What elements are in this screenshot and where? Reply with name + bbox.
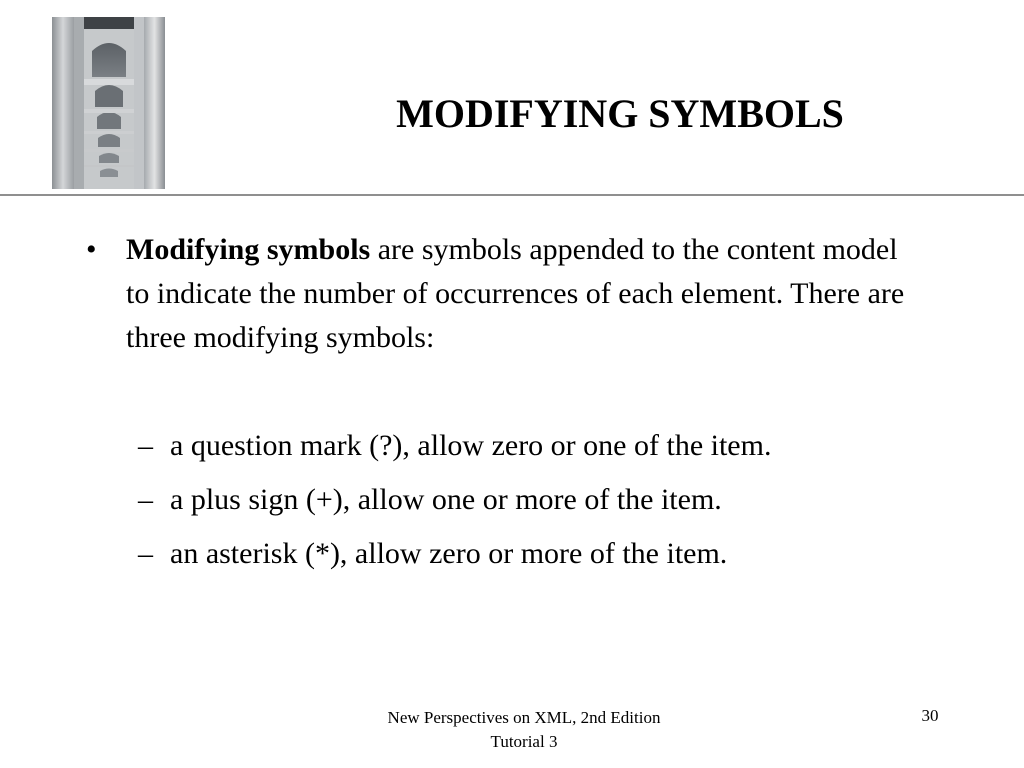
bullet-marker: •	[86, 233, 97, 266]
sub-item-dash: –	[138, 483, 153, 516]
bullet-text	[126, 228, 926, 360]
footer-tutorial: Tutorial 3	[490, 732, 558, 751]
slide-title: MODIFYING SYMBOLS	[396, 91, 844, 136]
sub-item-text: an asterisk (*), allow zero or more of the item.	[170, 537, 728, 570]
sub-item-dash: –	[138, 429, 153, 462]
sub-item-text: a plus sign (+), allow one or more of the item.	[170, 483, 722, 516]
footer-book-title: New Perspectives on XML, 2nd Edition	[387, 708, 661, 727]
bullet-term: Modifying symbols	[126, 233, 371, 266]
bridge-photo	[52, 17, 165, 189]
bullet-description: are symbols appended to the content model to indicate the number of occurrences of each element. There are three modifying symbols:	[126, 233, 905, 354]
page-number: 30	[921, 706, 939, 725]
title-divider	[0, 194, 1024, 196]
sub-item-dash: –	[138, 537, 153, 570]
slide-footer	[324, 706, 724, 754]
sub-item-text: a question mark (?), allow zero or one of the item.	[170, 429, 772, 462]
